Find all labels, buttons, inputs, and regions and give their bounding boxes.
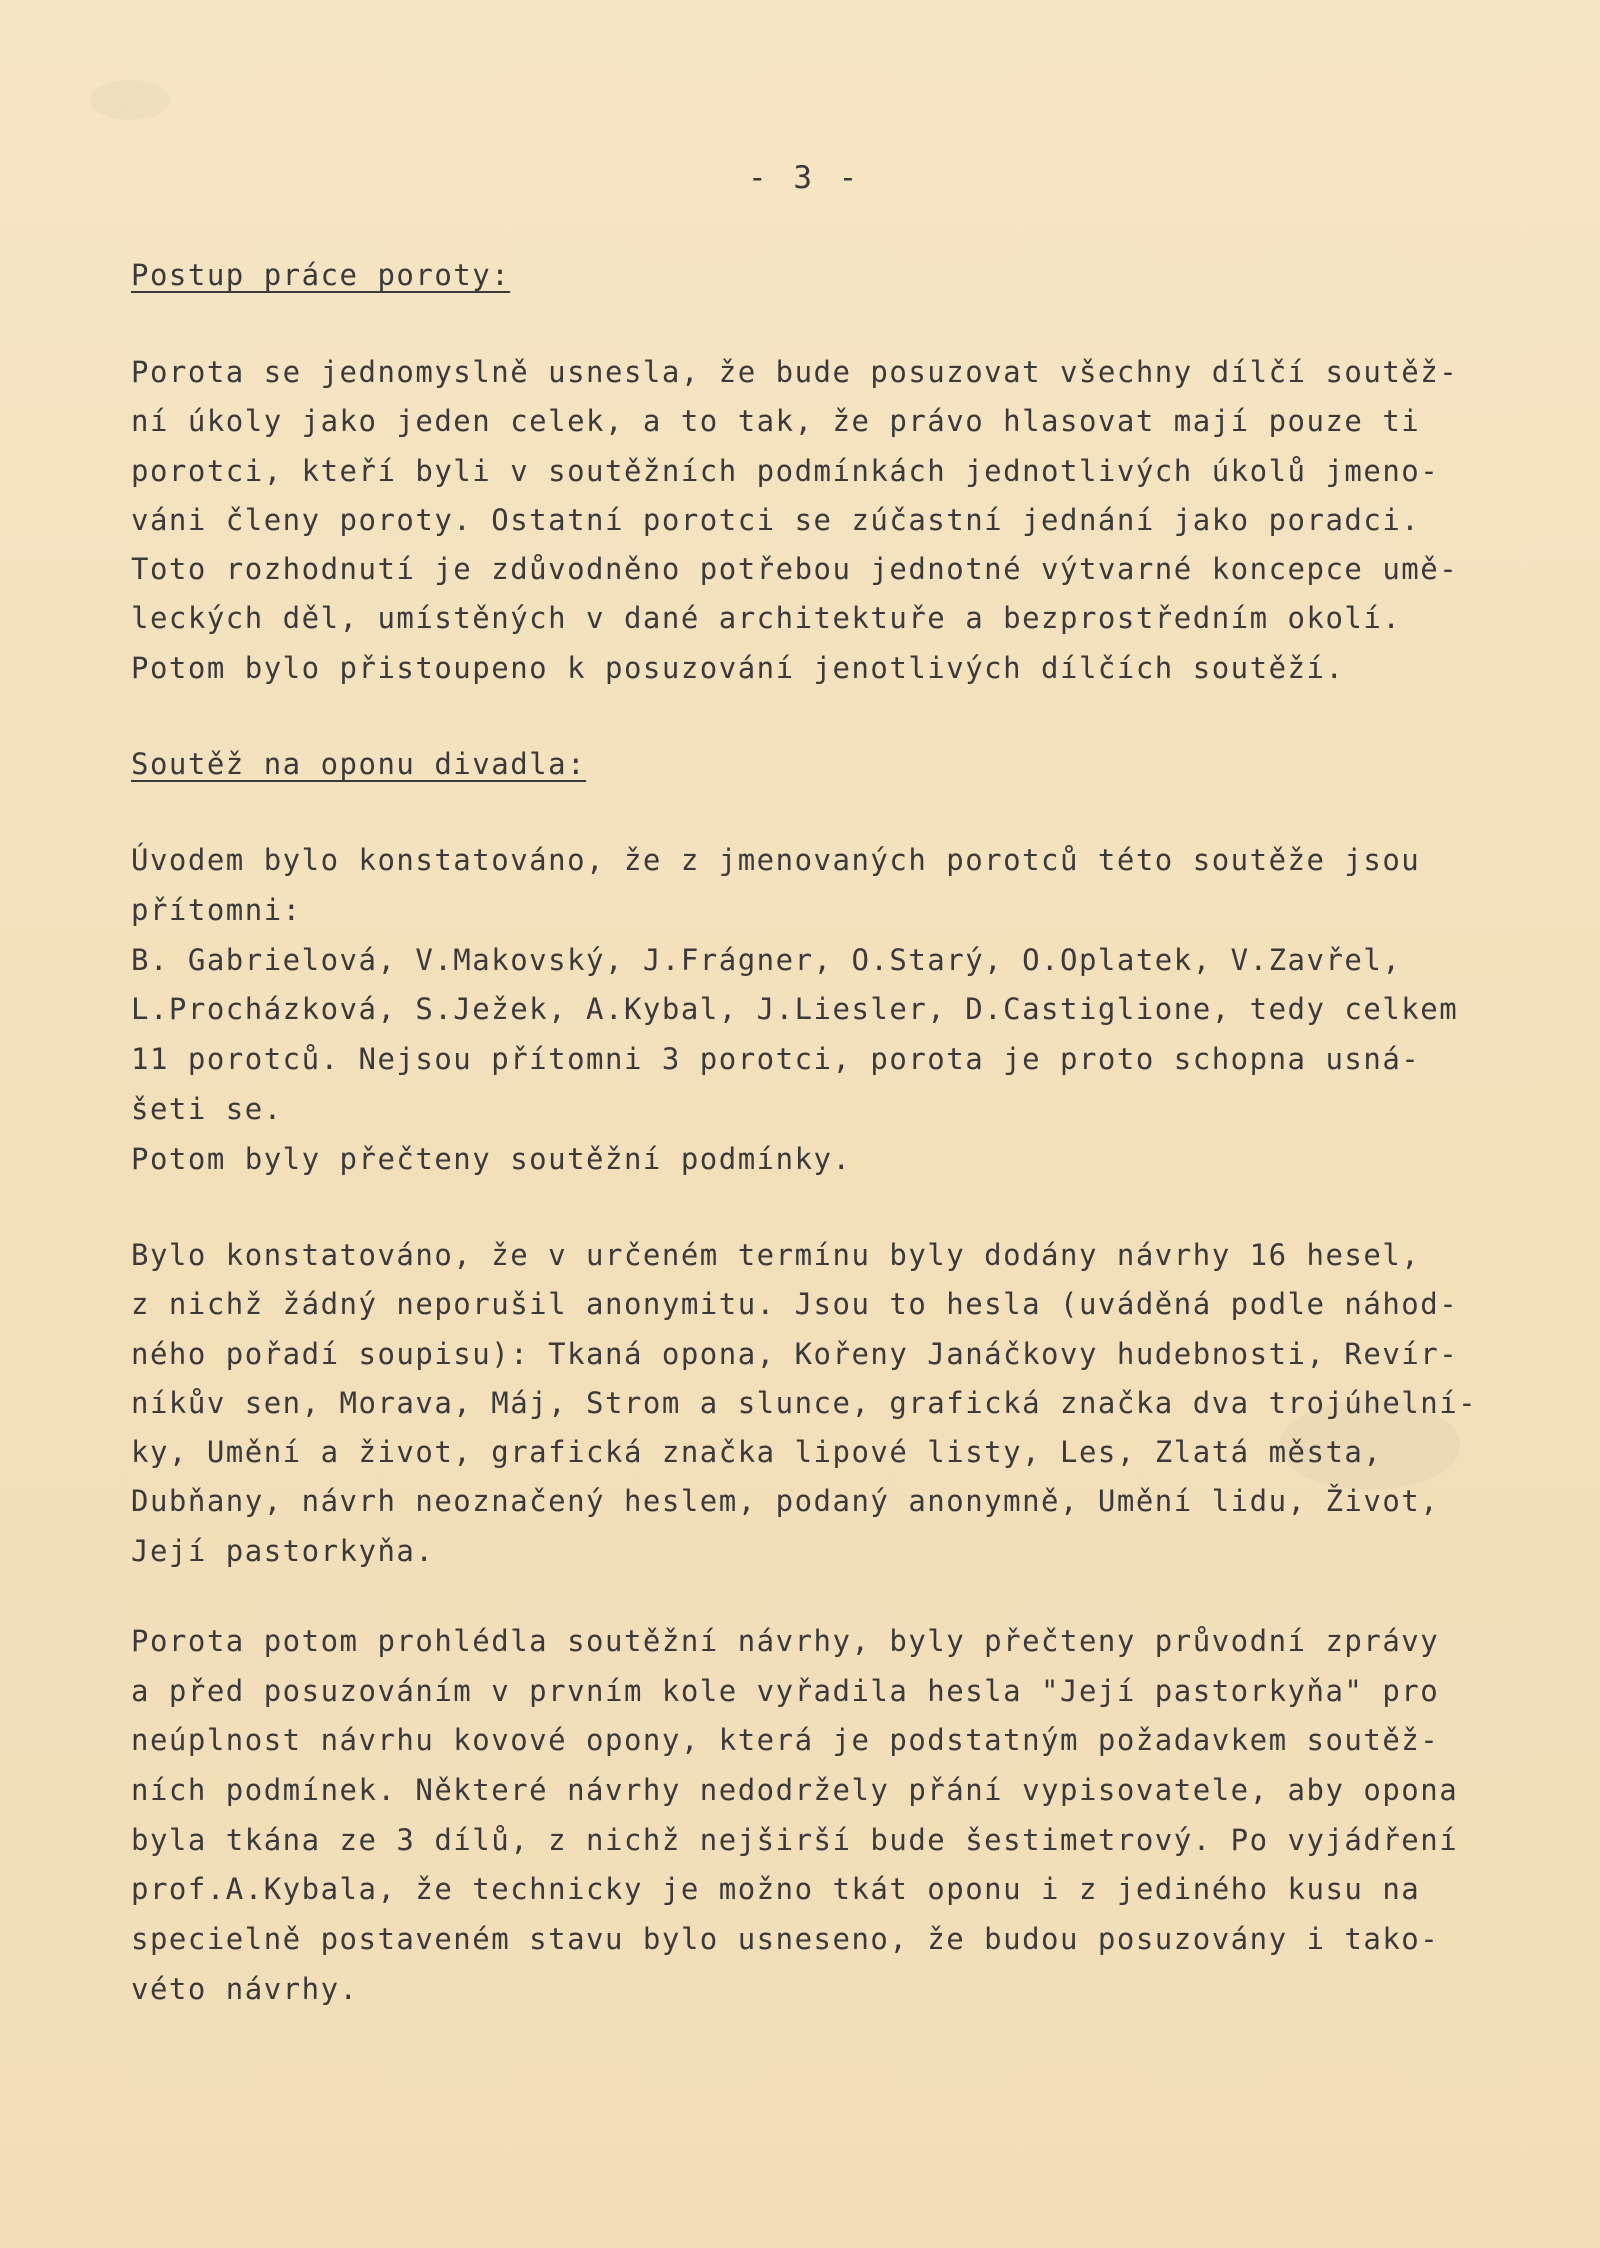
- text-line: B. Gabrielová, V.Makovský, J.Frágner, O.Starý, O.Oplatek, V.Zavřel,: [131, 942, 1402, 977]
- text-line: váni členy poroty. Ostatní porotci se zúčastní jednání jako poradci.: [131, 502, 1421, 537]
- paragraph-jurors-present: [131, 836, 1458, 1185]
- paragraph-first-round-review: [131, 1617, 1458, 2015]
- text-line: z nichž žádný neporušil anonymitu. Jsou to hesla (uváděná podle náhod-: [131, 1287, 1459, 1322]
- text-line: L.Procházková, S.Ježek, A.Kybal, J.Liesler, D.Castiglione, tedy celkem: [131, 992, 1459, 1027]
- section-heading-jury-procedure: Postup práce poroty:: [131, 258, 511, 292]
- paper-stain: [90, 80, 170, 120]
- text-line: přítomni:: [131, 892, 302, 927]
- text-line: Toto rozhodnutí je zdůvodněno potřebou jednotné výtvarné koncepce umě-: [131, 552, 1459, 587]
- text-line: ní úkoly jako jeden celek, a to tak, že právo hlasovat mají pouze ti: [131, 404, 1421, 439]
- paragraph-submitted-entries: [131, 1231, 1477, 1576]
- text-line: šeti se.: [131, 1091, 283, 1126]
- text-line: 11 porotců. Nejsou přítomni 3 porotci, porota je proto schopna usná-: [131, 1042, 1421, 1077]
- section-heading-curtain-competition: Soutěž na oponu divadla:: [131, 747, 587, 781]
- text-line: Porota potom prohlédla soutěžní návrhy, byly přečteny průvodní zprávy: [131, 1624, 1440, 1658]
- text-line: a před posuzováním v prvním kole vyřadila hesla "Její pastorkyňa" pro: [131, 1673, 1440, 1708]
- page-number: - 3 -: [748, 160, 862, 196]
- paragraph-jury-decision: [131, 348, 1458, 693]
- text-line: Úvodem bylo konstatováno, že z jmenovaných porotců této soutěže jsou: [131, 843, 1421, 877]
- text-line: byla tkána ze 3 dílů, z nichž nejširší bude šestimetrový. Po vyjádření: [131, 1822, 1459, 1857]
- text-line: véto návrhy.: [131, 1971, 359, 2006]
- text-line: Porota se jednomyslně usnesla, že bude posuzovat všechny dílčí soutěž-: [131, 355, 1459, 389]
- text-line: Dubňany, návrh neoznačený heslem, podaný anonymně, Umění lidu, Život,: [131, 1484, 1440, 1519]
- text-line: ného pořadí soupisu): Tkaná opona, Kořeny Janáčkovy hudebnosti, Revír-: [131, 1336, 1459, 1371]
- text-line: porotci, kteří byli v soutěžních podmínkách jednotlivých úkolů jmeno-: [131, 453, 1440, 488]
- text-line: specielně postaveném stavu bylo usneseno, že budou posuzovány i tako-: [131, 1922, 1440, 1957]
- text-line: Potom byly přečteny soutěžní podmínky.: [131, 1141, 852, 1176]
- text-line: ky, Umění a život, grafická značka lipové listy, Les, Zlatá města,: [131, 1435, 1383, 1470]
- text-line: Bylo konstatováno, že v určeném termínu byly dodány návrhy 16 hesel,: [131, 1238, 1421, 1272]
- text-line: prof.A.Kybala, že technicky je možno tkát oponu i z jediného kusu na: [131, 1872, 1421, 1907]
- text-line: Její pastorkyňa.: [131, 1533, 435, 1568]
- text-line: ních podmínek. Některé návrhy nedodržely přání vypisovatele, aby opona: [131, 1773, 1459, 1808]
- text-line: neúplnost návrhu kovové opony, která je podstatným požadavkem soutěž-: [131, 1723, 1440, 1758]
- text-line: níkův sen, Morava, Máj, Strom a slunce, grafická značka dva trojúhelní-: [131, 1385, 1478, 1420]
- text-line: Potom bylo přistoupeno k posuzování jenotlivých dílčích soutěží.: [131, 650, 1345, 685]
- text-line: leckých děl, umístěných v dané architektuře a bezprostředním okolí.: [131, 601, 1402, 636]
